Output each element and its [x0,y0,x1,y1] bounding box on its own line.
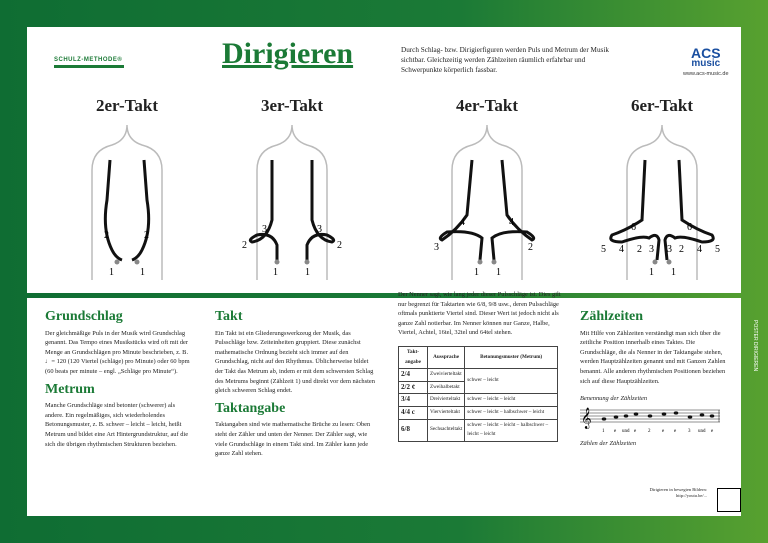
svg-text:4: 4 [509,217,514,228]
meter-label: 4er-Takt [455,96,518,115]
publisher-name: ACS [690,45,721,61]
qr-code[interactable] [717,488,741,512]
svg-text:1: 1 [671,267,676,278]
table-row: 2/2 ¢ Zweihalbetakt [399,381,558,394]
svg-text:2: 2 [528,242,533,253]
svg-text:4: 4 [460,217,465,228]
svg-text:3: 3 [667,244,672,255]
table-row: 6/8 Sechsachteltakt schwer – leicht – leicht – halbschwer – leicht – leicht [399,419,558,441]
svg-text:3: 3 [317,224,322,235]
section-title-zaehlzeiten: Zählzeiten [580,309,643,324]
top-panel [27,27,741,293]
meter-4 [412,96,562,280]
torso-diagram [217,120,367,280]
brand-text: SCHULZ-METHODE® [54,57,123,63]
svg-text:1: 1 [140,267,145,278]
video-credits: Dirigieren in bewegten Bildern: http://youtu.be/... [649,487,707,498]
svg-text:5: 5 [601,244,606,255]
svg-text:3: 3 [688,428,691,434]
svg-text:e: e [674,428,677,434]
meter-6 [587,96,737,280]
section-title-grundschlag: Grundschlag [45,309,123,324]
svg-text:6: 6 [687,222,692,233]
svg-text:𝄞: 𝄞 [581,407,592,428]
section-title-takt: Takt [215,309,243,324]
brand-logo [54,57,124,68]
svg-text:e: e [711,428,714,434]
column-3 [398,290,563,442]
side-label: POSTER DIRIGIEREN [752,320,758,372]
svg-text:e: e [614,428,617,434]
torso-diagram [587,120,737,280]
svg-text:2: 2 [637,244,642,255]
meter-2 [52,96,202,280]
svg-text:und: und [622,428,630,434]
section-text-nenner: Der Nenner sagt, wie lang jeder dieser Pulsschläge ist. Dies gilt nur begrenzt für Taktarten wie 6/8, 9/8 usw., deren Pulsschläge oftmals punktierte Viertel sind. Dieser Wert ist jedoch nicht als ganze Zahl notierbar. Im Nenner können nur Ganze, Halbe, Viertel, Achtel, 16tel, 32tel und 64tel stehen. [398,291,561,337]
publisher-sub: music [691,58,721,69]
meter-3 [217,96,367,280]
table-header: Takt-angabe [399,346,428,368]
svg-text:1: 1 [649,267,654,278]
svg-text:5: 5 [715,244,720,255]
svg-text:1: 1 [496,267,501,278]
section-text-metrum: Manche Grundschläge sind betonter (schwerer) als andere. Ein regelmäßiges, sich wiederholendes Betonungsmuster, z. B. schwer – leicht – leicht, heißt Metrum und bildet eine Art Hintergrundstruktur, auf die sich die übrigen rhythmischen Strukturen beziehen. [45,402,189,448]
svg-text:3: 3 [649,244,654,255]
page-title: Dirigieren [222,37,354,70]
table-header: Betonungsmuster (Metrum) [465,346,558,368]
svg-text:1: 1 [109,267,114,278]
section-title-metrum: Metrum [45,381,95,397]
column-2 [215,309,375,467]
svg-text:2: 2 [648,428,651,434]
torso-diagram [412,120,562,280]
svg-text:1: 1 [602,428,605,434]
meter-label: 3er-Takt [260,96,323,115]
table-row: 3/4 Dreivierteltakt schwer – leicht – leicht [399,394,558,407]
svg-text:1: 1 [305,267,310,278]
svg-text:2: 2 [337,240,342,251]
meter-label: 2er-Takt [95,96,158,115]
svg-text:3: 3 [262,224,267,235]
svg-text:4: 4 [697,244,702,255]
column-1 [45,309,195,457]
svg-text:2: 2 [242,240,247,251]
publisher-logo [683,47,729,77]
time-signature-table [398,346,558,442]
section-text-taktangabe: Taktangaben sind wie mathematische Brüche zu lesen: Oben steht der Zähler und unten der Nenner. Der Zähler sagt, wie viele Grundschläge in einem Takt sind. Im Zähler kann jede ganze Zahl stehen. [215,421,371,458]
section-text-zaehlzeiten: Mit Hilfe von Zählzeiten verständigt man sich über die zeitliche Position innerhalb eines Taktes. Die Grundschläge, die als Nenner in der Taktangabe stehen, werden Hauptzählzeiten genannt und mit Ganzen Zahlen benannt. Alle anderen rhythmischen Positionen beziehen sich auf diese Hauptzählzeiten. [580,329,726,385]
table-row: 2/4 Zweivierteltakt schwer – leicht [399,369,558,382]
torso-diagram [52,120,202,280]
section-text-takt: Ein Takt ist ein Gliederungswerkzeug der Musik, das Pulsschläge bzw. Zeiteinheiten gruppiert. Diese zunächst mathematische Ordnung bezieht sich immer auf den Grundschlag, nicht auf den Rhythmus. Üblicherweise bildet der Takt das Metrum ab, indem er mit dem schwersten Schlag des Metrums beginnt (Zählzeit 1) und direkt vor dem nächsten gleich schweren Schlag endet. [215,329,375,395]
svg-text:2: 2 [144,230,149,241]
music-staff [580,404,720,436]
svg-text:1: 1 [474,267,479,278]
svg-text:und: und [698,428,706,434]
intro-text: Durch Schlag- bzw. Dirigierfiguren werden Puls und Metrum der Musik sichtbar. Gleichzeitig werden Zählzeiten räumlich erfahrbar und Schwerpunkte körperlich fassbar. [401,46,609,74]
svg-text:6: 6 [631,222,636,233]
count-caption-bottom: Zählen der Zählzeiten [580,440,637,448]
count-caption-top: Benennung der Zählzeiten [580,395,648,403]
section-text-grundschlag: Der gleichmäßige Puls in der Musik wird Grundschlag genannt. Das Tempo eines Musikstücks wird oft mit der Menge an Grundschlägen pro Minute beschrieben, z. B. ♩= 120 (120 Viertel (schläge) pro Minute) oder 60 bpm (60 beats per minute – engl. „Schläge pro Minute“). [45,329,190,375]
svg-text:1: 1 [273,267,278,278]
svg-text:2: 2 [679,244,684,255]
table-header: Aussprache [428,346,465,368]
svg-text:2: 2 [104,230,109,241]
svg-text:e: e [662,428,665,434]
bottom-panel [27,291,741,516]
svg-text:4: 4 [619,244,624,255]
publisher-url: www.acs-music.de [683,71,729,77]
svg-text:3: 3 [434,242,439,253]
table-row: 4/4 c Viervierteltakt schwer – leicht – halbschwer – leicht [399,406,558,419]
column-4 [580,309,730,449]
svg-text:e: e [634,428,637,434]
section-title-taktangabe: Taktangabe [215,400,286,416]
meter-label: 6er-Takt [630,96,693,115]
